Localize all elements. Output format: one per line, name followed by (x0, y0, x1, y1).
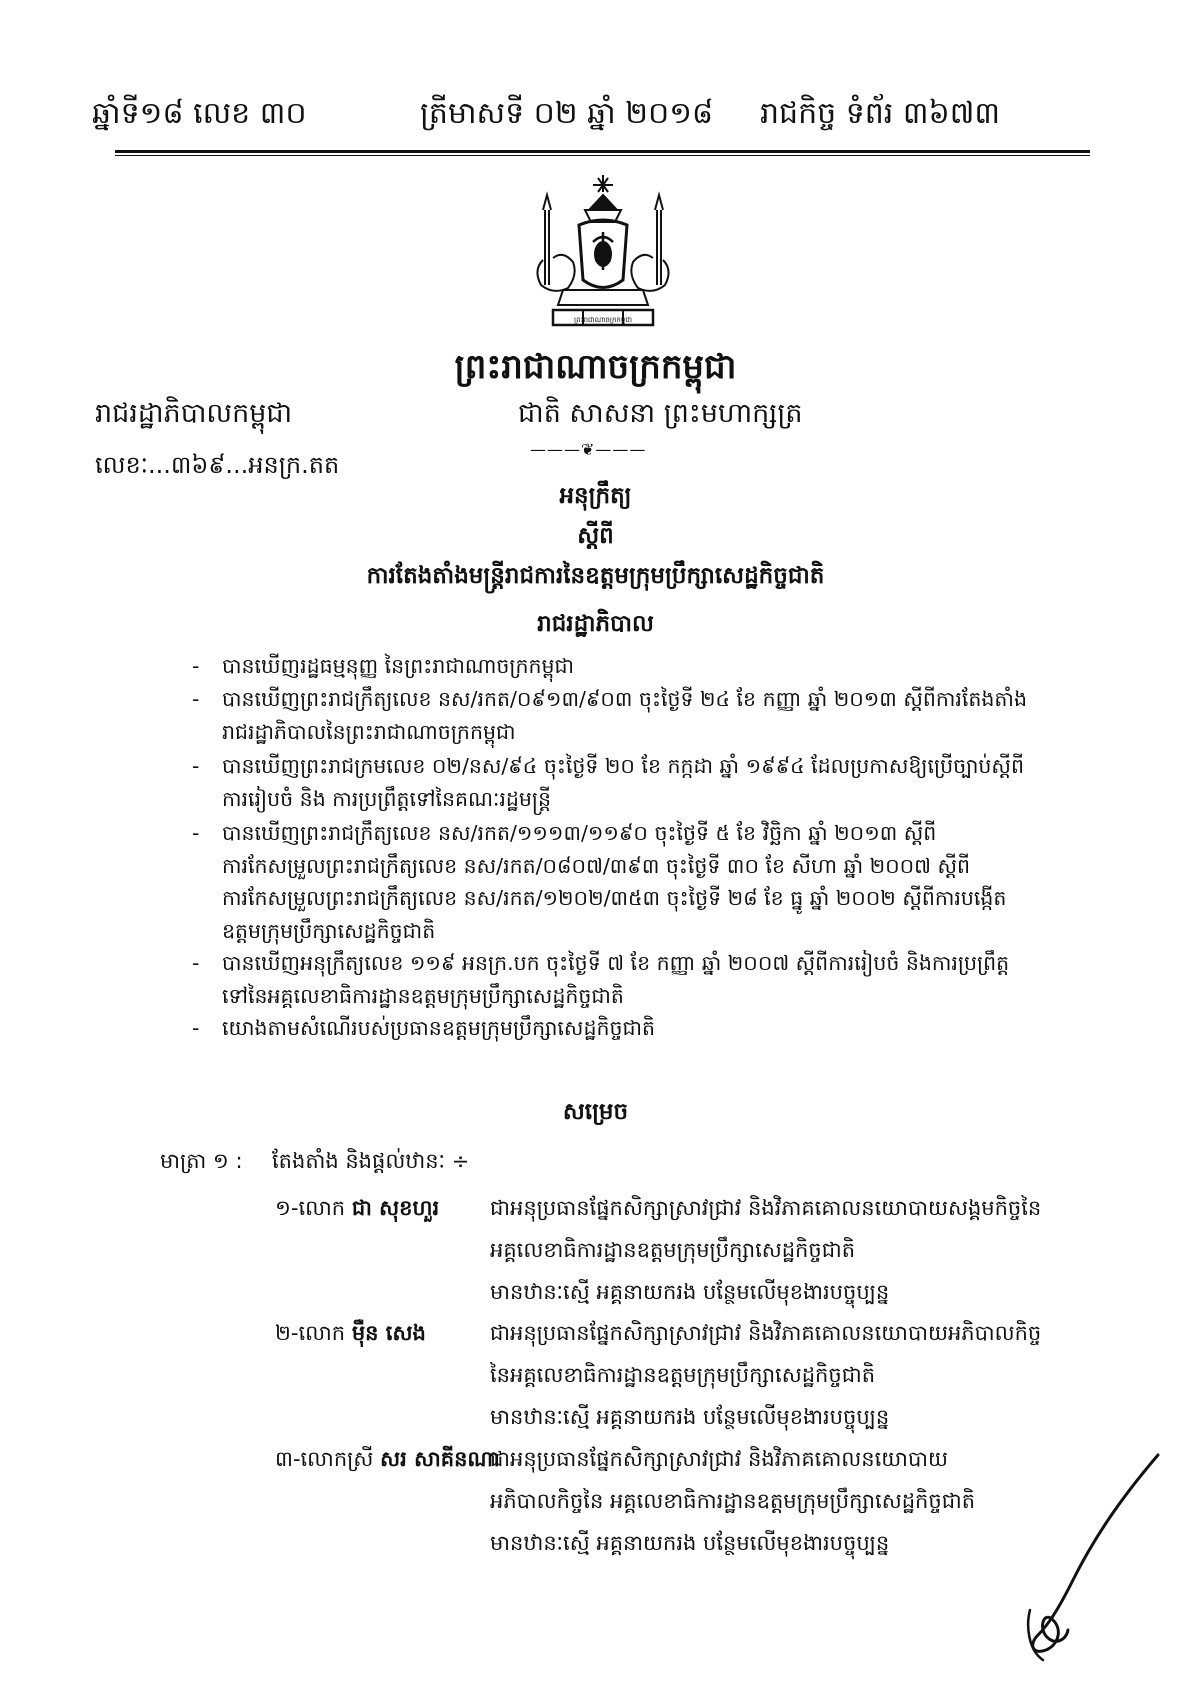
motto-ornament: ———❦——— (530, 440, 647, 459)
document-issuer: រាជរដ្ឋាភិបាល (537, 611, 654, 637)
appointee-line: មានឋានៈស្មើ អគ្គនាយករង បន្ថែមលើមុខងារបច្ចុប្បន្ន (490, 1280, 890, 1304)
list-dash: - (192, 821, 200, 845)
decree-number: លេខៈ...៣៦៩...អនក្រ.តត (95, 451, 340, 479)
consideration-item: - យោងតាមសំណើរបស់ប្រធានឧត្តមក្រុមប្រឹក្សាសេដ្ឋកិច្ចជាតិ (222, 1012, 1027, 1045)
consideration-item: - បានឃើញព្រះរាជក្រឹត្យលេខ នស/រកត/០៩១៣/៩០៣ ចុះថ្ងៃទី ២៤ ខែ កញ្ញា ឆ្នាំ ២០១៣ ស្តីពីការតែងតាំងរាជរដ្ឋាភិបាលនៃព្រះរាជាណាចក្រកម្ពុជា (222, 683, 1027, 748)
list-dash: - (192, 1016, 200, 1040)
list-dash: - (192, 754, 200, 778)
appointee-line: នៃអគ្គលេខាធិការដ្ឋានឧត្តមក្រុមប្រឹក្សាសេដ្ឋកិច្ចជាតិ (490, 1363, 876, 1387)
appointee-line: ជាអនុប្រធានផ្នែកសិក្សាស្រាវជ្រាវ និងវិភាគគោលនយោបាយអភិបាលកិច្ច (490, 1321, 1042, 1345)
national-motto: ជាតិ សាសនា ព្រះមហាក្សត្រ (518, 398, 803, 429)
document-about: ស្តីពី (577, 523, 614, 549)
list-dash: - (192, 687, 200, 711)
emblem-ribbon-text: ព្រះរាជាណាចក្រកម្ពុជា (573, 316, 633, 324)
royal-emblem-icon (523, 170, 683, 335)
appointee-name: ៣-លោកស្រី សរ សាគីនណា (275, 1447, 500, 1471)
consideration-item: - បានឃើញអនុក្រឹត្យលេខ ១១៩ អនក្រ.បក ចុះថ្ងៃទី ៧ ខែ កញ្ញា ឆ្នាំ ២០០៧ ស្តីពីការរៀបចំ និងការប្រព្រឹត្តទៅនៃអគ្គលេខាធិការដ្ឋានឧត្តមក្រុមប្រឹក្សាសេដ្ឋកិច្ចជាតិ (222, 947, 1027, 1012)
gazette-page: រាជកិច្ច ទំព័រ ៣៦៧៣ (760, 96, 1000, 131)
document-subject: ការតែងតាំងមន្ត្រីរាជការនៃឧត្តមក្រុមប្រឹក្សាសេដ្ឋកិច្ចជាតិ (366, 563, 825, 589)
header-rule (115, 150, 1090, 156)
document-type: អនុក្រឹត្យ (559, 483, 632, 509)
appointee-line: មានឋានៈស្មើ អគ្គនាយករង បន្ថែមលើមុខងារបច្ចុប្បន្ន (490, 1405, 890, 1429)
gazette-date: ត្រីមាសទី ០២ ឆ្នាំ ២០១៨ (420, 96, 714, 131)
list-dash: - (192, 951, 200, 975)
appointee-line: ជាអនុប្រធានផ្នែកសិក្សាស្រាវជ្រាវ និងវិភាគគោលនយោបាយ (490, 1447, 948, 1471)
kingdom-title: ព្រះរាជាណាចក្រកម្ពុជា (454, 347, 737, 387)
gazette-issue: ឆ្នាំទី១៨ លេខ ៣០ (92, 96, 307, 131)
decision-heading: សម្រេច (562, 1099, 629, 1125)
appointee-line: មានឋានៈស្មើ អគ្គនាយករង បន្ថែមលើមុខងារបច្ចុប្បន្ន (490, 1531, 890, 1555)
appointee-line: អគ្គលេខាធិការដ្ឋានឧត្តមក្រុមប្រឹក្សាសេដ្ឋកិច្ចជាតិ (490, 1238, 856, 1262)
appointee-line: ជាអនុប្រធានផ្នែកសិក្សាស្រាវជ្រាវ និងវិភាគគោលនយោបាយសង្គមកិច្ចនៃ (490, 1196, 1042, 1220)
signature-icon (1018, 1450, 1168, 1665)
appointee-name: ១-លោក ជា សុខហួរ (275, 1196, 440, 1220)
article-label: មាត្រា ១ : (160, 1149, 243, 1173)
consideration-item: - បានឃើញព្រះរាជក្រមលេខ ០២/នស/៩៤ ចុះថ្ងៃទី ២០ ខែ កក្កដា ឆ្នាំ ១៩៩៤ ដែលប្រកាសឱ្យប្រើច្បាប់ស្តីពីការរៀបចំ និង ការប្រព្រឹត្តទៅនៃគណៈរដ្ឋមន្ត្រី (222, 750, 1027, 815)
consideration-item: - បានឃើញព្រះរាជក្រឹត្យលេខ នស/រកត/១១១៣/១១៩០ ចុះថ្ងៃទី ៥ ខែ វិច្ឆិកា ឆ្នាំ ២០១៣ ស្តីពីការកែសម្រួលព្រះរាជក្រឹត្យលេខ នស/រកត/០៨០៧/៣៩៣ ចុះថ្ងៃទី ៣០ ខែ សីហា ឆ្នាំ ២០០៧ ស្តីពីការកែសម្រួលព្រះរាជក្រឹត្យលេខ នស/រកត/១២០២/៣៥៣ ចុះថ្ងៃទី ២៨ ខែ ធ្នូ ឆ្នាំ ២០០២ ស្តីពីការបង្កើតឧត្តមក្រុមប្រឹក្សាសេដ្ឋកិច្ចជាតិ (222, 817, 1027, 947)
article-text: តែងតាំង និងផ្តល់ឋានៈ ÷ (272, 1149, 470, 1173)
appointee-name: ២-លោក ម៉ឺន សេង (275, 1321, 426, 1345)
list-dash: - (192, 654, 200, 678)
appointee-line: អភិបាលកិច្ចនៃ អគ្គលេខាធិការដ្ឋានឧត្តមក្រុមប្រឹក្សាសេដ្ឋកិច្ចជាតិ (490, 1489, 976, 1513)
consideration-item: - បានឃើញរដ្ឋធម្មនុញ្ញ នៃព្រះរាជាណាចក្រកម្ពុជា (222, 650, 1027, 683)
issuing-government: រាជរដ្ឋាភិបាលកម្ពុជា (95, 398, 293, 429)
